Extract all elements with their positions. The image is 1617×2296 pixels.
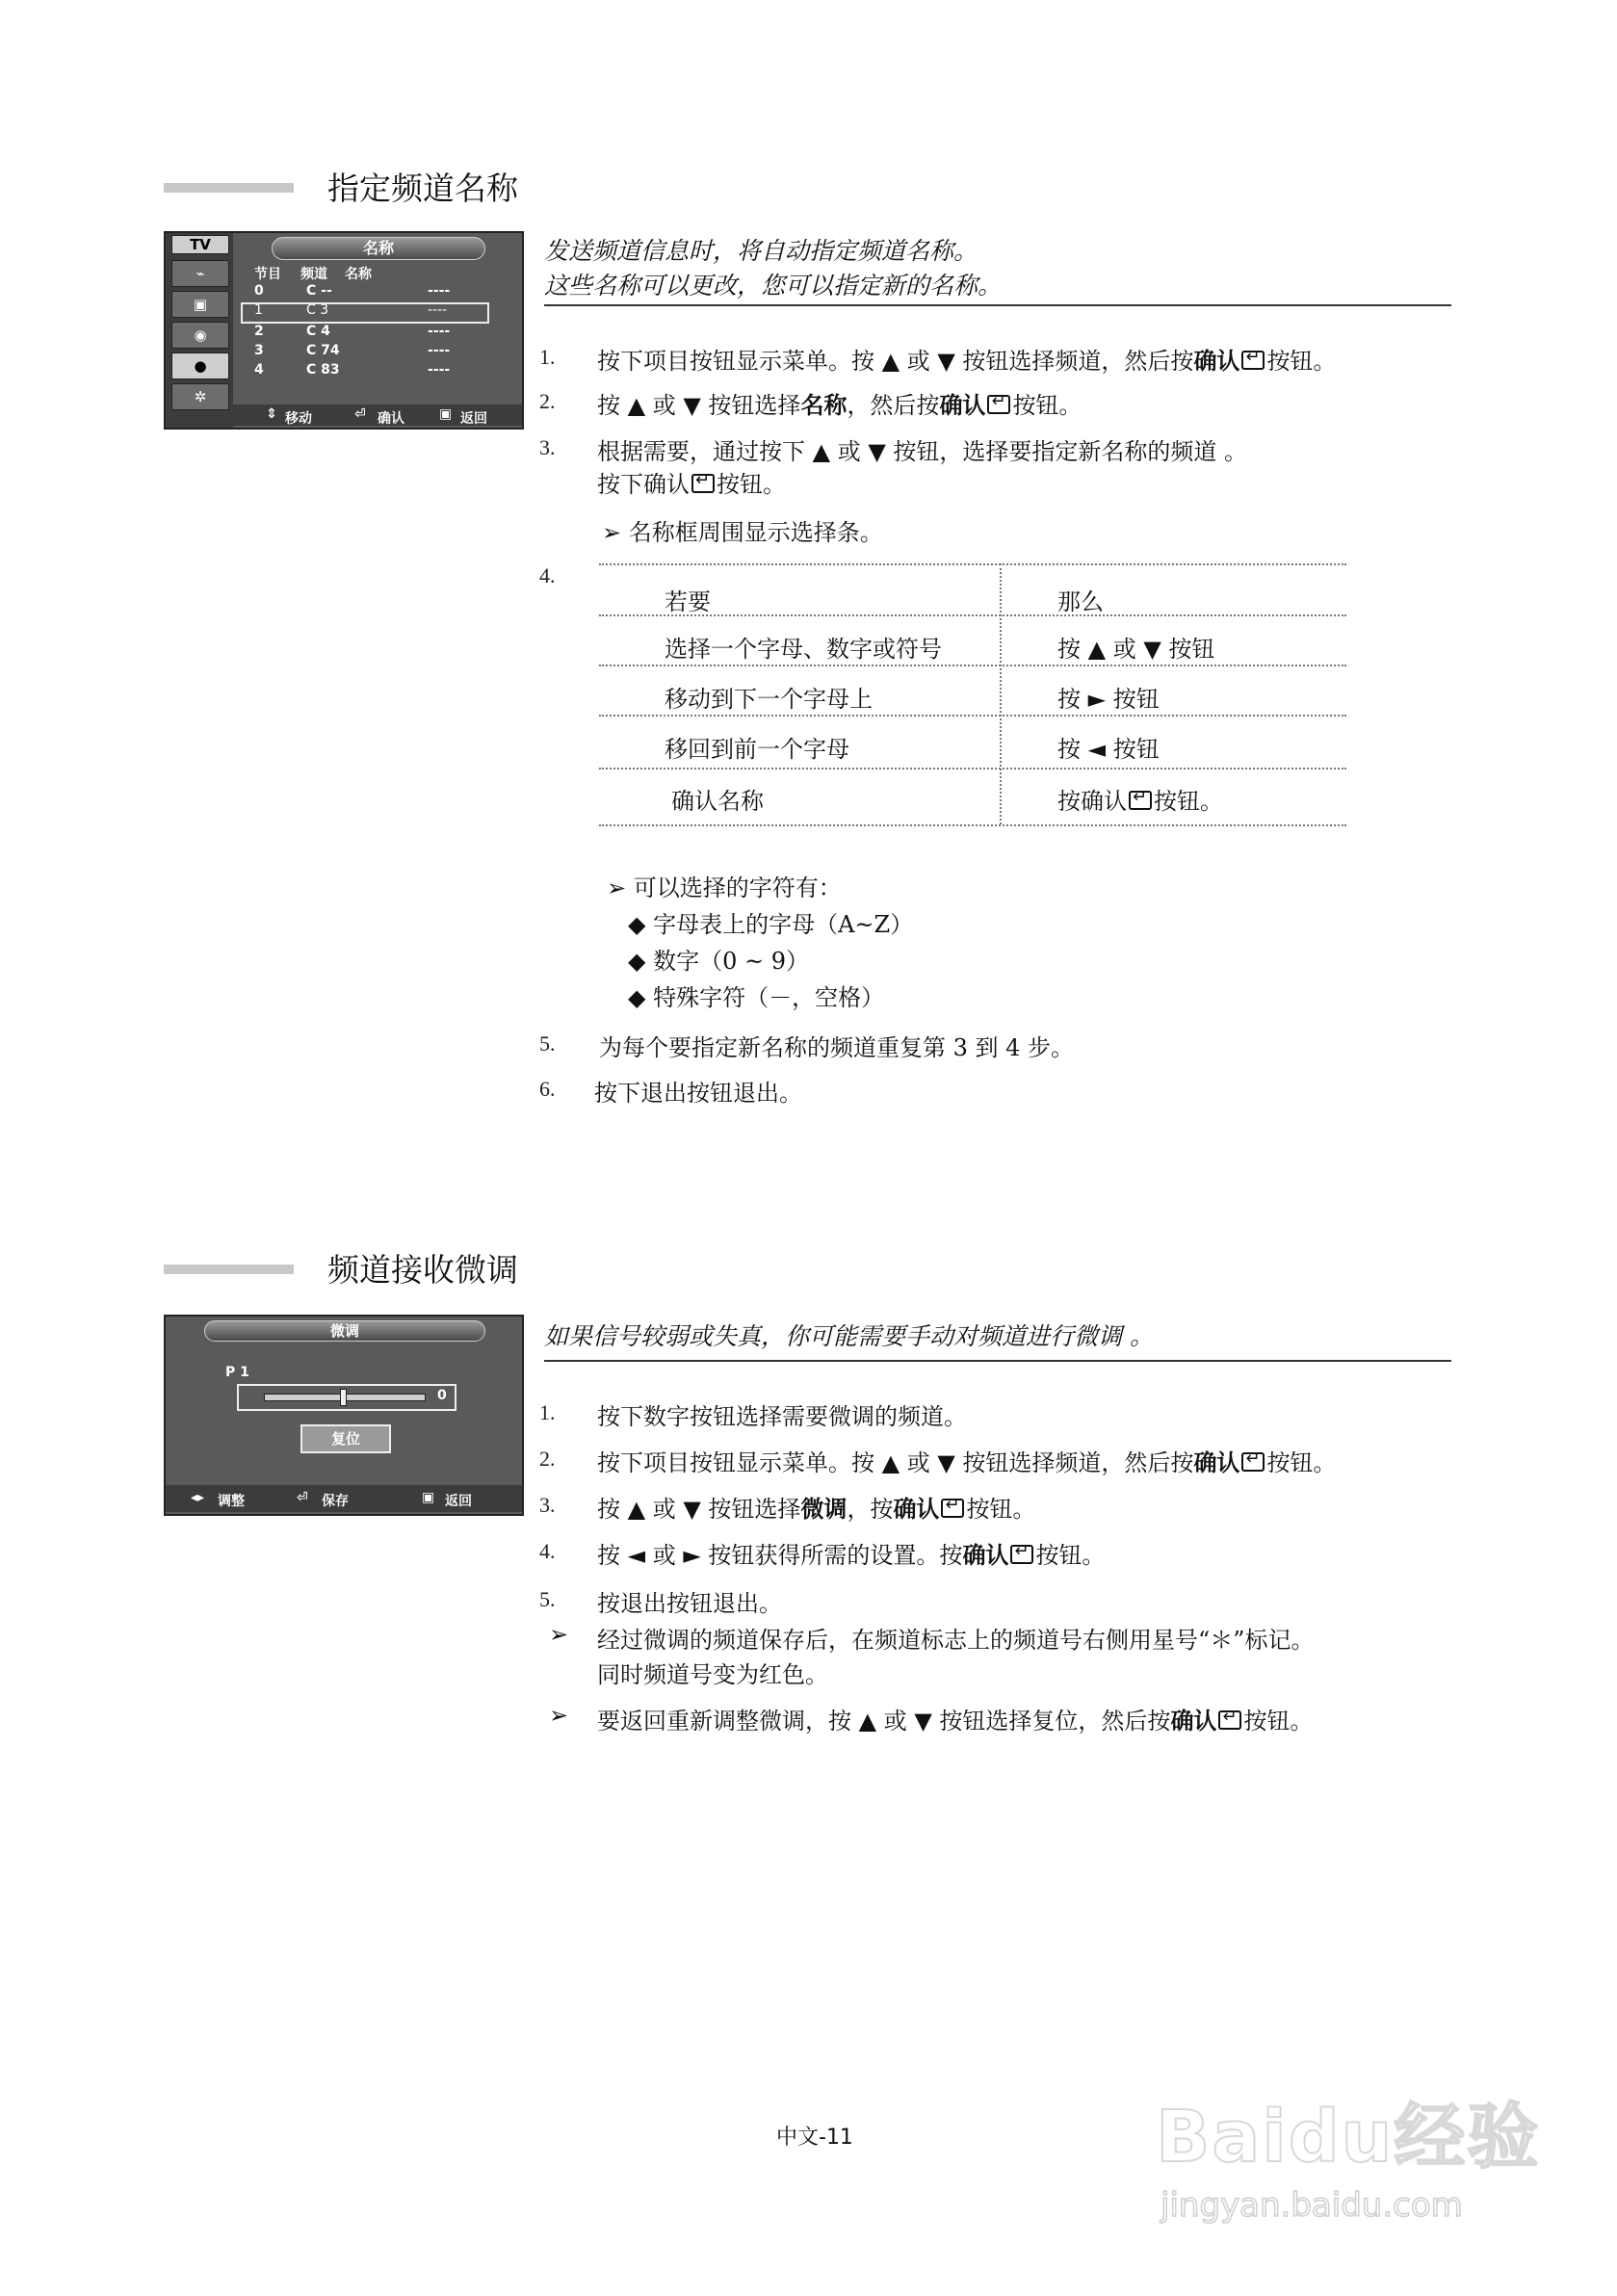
step-text: 按下退出按钮退出。 [594,1080,802,1107]
step-number: 2. [539,389,556,413]
row-ch: C 4 [306,324,330,339]
table-cell: 按 ► 按钮 [1057,686,1160,713]
enter-icon [691,474,715,493]
finetune-value: 0 [437,1388,447,1403]
step-text: 按下项目按钮显示菜单。按 ▲ 或 ▼ 按钮选择频道，然后按确认↵ 按钮。 [597,1444,1336,1477]
table-cell: 确认名称 [671,788,764,815]
footer-return: 返回 [445,1494,472,1509]
step-text: 按退出按钮退出。 [597,1590,782,1617]
row-name: ---- [428,362,451,378]
step-number: 1. [539,345,556,369]
slider-thumb[interactable] [340,1389,347,1406]
note-mark: ➢ [549,1702,569,1729]
char-item: ◆ 字母表上的字母（A~Z） [628,911,914,938]
col-channel: 频道 [300,267,327,282]
note-text: 同时频道号变为红色。 [597,1661,828,1688]
baidu-watermark-url: jingyan.baidu.com [1161,2186,1463,2225]
table-cell: 按确认↵ 按钮。 [1057,782,1223,816]
section-title: 指定频道名称 [327,170,518,207]
row-name: ---- [428,343,451,358]
enter-icon [1010,1545,1033,1564]
note-text: 要返回重新调整微调，按 ▲ 或 ▼ 按钮选择复位，然后按确认↵ 按钮。 [597,1702,1313,1735]
char-item: ◆ 数字（0 ~ 9） [628,948,809,975]
table-line [599,563,1346,565]
enter-icon: ⏎ [354,406,366,422]
step-text: 按下项目按钮显示菜单。按 ▲ 或 ▼ 按钮选择频道，然后按确认↵ 按钮。 [597,342,1336,376]
divider [544,1360,1451,1362]
enter-icon [1218,1710,1241,1730]
enter-icon: ⏎ [297,1490,308,1505]
setup-icon: ✲ [171,383,229,410]
enter-icon [1129,791,1152,810]
step-number: 6. [539,1077,556,1101]
tv-sidebar [166,233,233,428]
table-cell: 按 ◄ 按钮 [1057,736,1160,763]
step-text: 按 ◄ 或 ► 按钮获得所需的设置。按确认↵ 按钮。 [597,1536,1105,1570]
step-number: 3. [539,435,556,459]
section-bar [164,1265,294,1274]
intro-line: 发送频道信息时，将自动指定频道名称。 [544,237,978,265]
row-prog: 0 [254,283,264,299]
baidu-watermark-logo: Baidu经验 [1156,2096,1541,2179]
table-line [599,715,1346,717]
step-number: 5. [539,1031,556,1056]
row-prog: 2 [254,324,264,339]
char-item: ◆ 特殊字符（－，空格） [628,984,885,1011]
section-bar [164,183,294,193]
picture-icon: ▣ [171,291,229,318]
divider [544,304,1451,306]
enter-icon [1241,351,1265,370]
footer-return: 返回 [460,411,487,427]
table-cell: 移动到下一个字母上 [665,686,873,713]
tv-header: 名称 [272,237,485,260]
section-title: 频道接收微调 [327,1251,518,1289]
step-text: 按下确认↵ 按钮。 [597,465,786,499]
row-name: ---- [428,283,451,299]
row-prog: 1 [254,302,263,318]
footer-save: 保存 [322,1494,349,1509]
enter-icon [987,395,1010,414]
step-text: 为每个要指定新名称的频道重复第 3 到 4 步。 [599,1034,1075,1061]
table-line [599,824,1346,826]
table-header: 若要 [665,588,711,615]
note-mark: ➢ [549,1621,569,1648]
tv-menu-finetune [164,1315,524,1516]
return-icon: ▣ [439,406,453,422]
finetune-slider[interactable] [237,1384,456,1411]
row-name: ---- [428,302,448,318]
intro-line: 这些名称可以更改，您可以指定新的名称。 [544,272,1003,300]
enter-icon [1241,1452,1265,1472]
sound-icon: ◉ [171,322,229,349]
table-line [599,665,1346,666]
chars-note: ➢ 可以选择的字符有： [607,874,842,901]
satellite-dish-icon: ⌁ [171,260,229,287]
page-number: 中文-11 [776,2126,853,2150]
row-ch: C 3 [306,302,329,318]
step-number: 4. [539,563,556,587]
step-number: 5. [539,1587,556,1611]
footer-enter: 确认 [378,411,404,427]
table-line [599,614,1346,616]
channel-icon: ● [171,352,229,379]
step-text: 按 ▲ 或 ▼ 按钮选择微调，按确认↵ 按钮。 [597,1490,1035,1524]
table-header: 那么 [1057,588,1104,615]
return-icon: ▣ [422,1490,435,1505]
step-number: 3. [539,1493,556,1517]
footer-adjust: 调整 [218,1494,245,1509]
tv-menu-name [164,231,524,430]
selected-row[interactable] [241,302,489,324]
table-cell: 移回到前一个字母 [665,736,849,763]
step-number: 2. [539,1447,556,1471]
note-text: 经过微调的频道保存后，在频道标志上的频道号右侧用星号“＊”标记。 [597,1627,1315,1654]
table-cell: 选择一个字母、数字或符号 [665,636,942,663]
row-ch: C -- [306,283,332,299]
step-text: 按下数字按钮选择需要微调的频道。 [597,1403,967,1430]
col-name: 名称 [345,267,372,282]
table-cell: 按 ▲ 或 ▼ 按钮 [1057,636,1215,663]
move-icon: ⇕ [266,406,277,422]
col-prog: 节目 [254,267,281,282]
tv-tab-label: TV [171,235,229,254]
program-label: P 1 [225,1365,249,1380]
row-ch: C 74 [306,343,340,358]
footer-move: 移动 [285,411,312,427]
step-number: 1. [539,1400,556,1424]
table-line [599,768,1346,770]
row-prog: 4 [254,362,264,378]
table-divider [1000,563,1002,824]
enter-icon [941,1499,964,1518]
row-ch: C 83 [306,362,340,378]
row-name: ---- [428,324,451,339]
left-right-icon: ◂▸ [191,1490,205,1505]
intro-line: 如果信号较弱或失真，你可能需要手动对频道进行微调 。 [544,1322,1154,1350]
note: ➢ 名称框周围显示选择条。 [602,519,883,546]
step-text: 根据需要，通过按下 ▲ 或 ▼ 按钮，选择要指定新名称的频道 。 [597,438,1248,465]
step-text: 按 ▲ 或 ▼ 按钮选择名称，然后按确认↵ 按钮。 [597,386,1082,420]
step-number: 4. [539,1539,556,1563]
reset-button[interactable]: 复位 [300,1424,391,1453]
tv-header: 微调 [204,1320,485,1342]
row-prog: 3 [254,343,264,358]
